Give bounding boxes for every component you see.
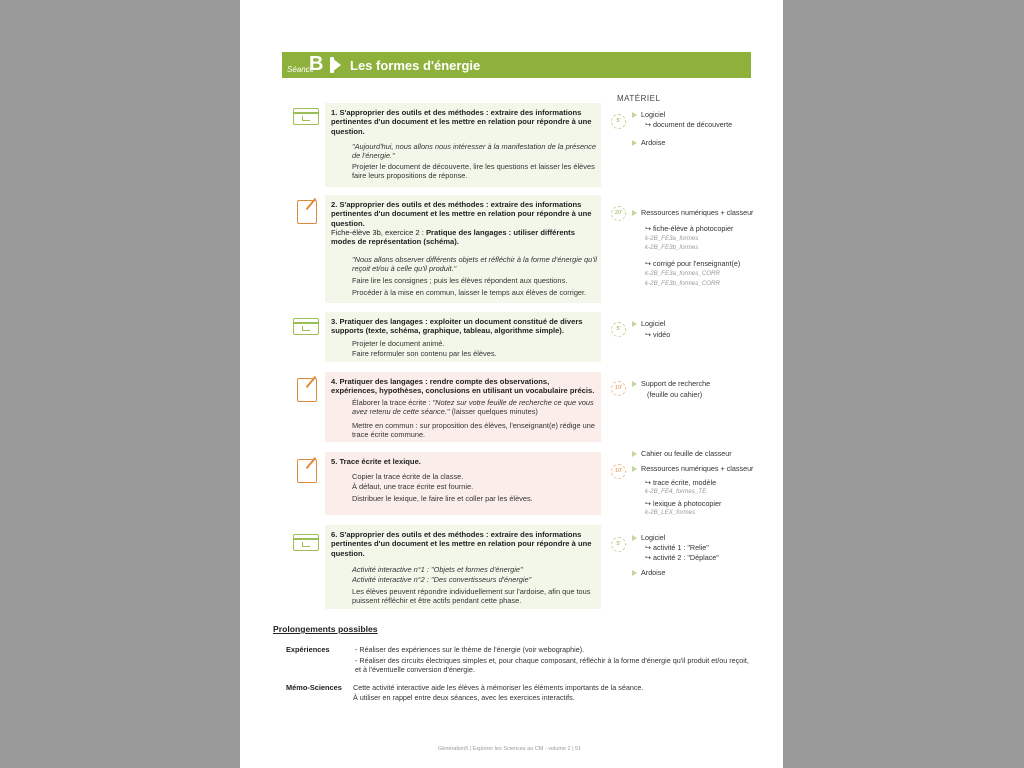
materiel-subitem: ↪ fiche-élève à photocopier	[645, 224, 734, 233]
bullet-arrow-icon	[632, 321, 637, 327]
step-text: À défaut, une trace écrite est fournie.	[352, 482, 474, 491]
timer-badge: 10'	[611, 381, 626, 396]
memo-sciences-label: Mémo-Sciences	[286, 683, 342, 692]
step-5	[325, 452, 601, 515]
file-name: k-2B_FE4_formes_TE	[645, 488, 707, 495]
notepad-pencil-icon	[297, 378, 317, 402]
step-quote: "Nous allons observer différents objets et réfléchir à la forme d'énergie qu'il reçoit et/ou à celle qu'il produit."	[352, 255, 597, 274]
timer-badge: 20'	[611, 206, 626, 221]
interactive-activity: Activité interactive n°1 : "Objets et formes d'énergie"	[352, 565, 523, 574]
step-text: Faire lire les consignes ; puis les élèves répondent aux questions.	[352, 276, 568, 285]
step-3	[325, 312, 601, 362]
experiences-text: - Réaliser des expériences sur le thème de l'énergie (voir webographie).	[355, 645, 585, 654]
step-text: Les élèves peuvent répondre individuellement sur l'ardoise, afin que tous puissent réfléchir et être actifs pendant cette phase.	[352, 587, 591, 606]
step-text: Copier la trace écrite de la classe.	[352, 472, 464, 481]
page-title: Les formes d'énergie	[350, 58, 481, 73]
bullet-arrow-icon	[632, 381, 637, 387]
materiel-subitem: ↪ trace écrite, modèle	[645, 478, 717, 487]
seance-header	[282, 52, 751, 78]
step-title: 5. Trace écrite et lexique.	[331, 457, 421, 466]
bullet-arrow-icon	[632, 210, 637, 216]
step-title: 4. Pratiquer des langages : rendre compte des observations, expériences, hypothèses, conclusions en utilisant un vocabulaire précis.	[331, 377, 595, 396]
screen-icon	[293, 108, 319, 125]
screen-icon	[293, 534, 319, 551]
interactive-activity: Activité interactive n°2 : "Des convertisseurs d'énergie"	[352, 575, 532, 584]
document-page	[240, 0, 783, 768]
materiel-item: Logiciel	[641, 110, 666, 119]
page-footer: Génération5 | Explorer les Sciences au CM - volume 2 | 51	[438, 746, 582, 752]
materiel-item: Ardoise	[641, 568, 666, 577]
step-text: Projeter le document de découverte, lire les questions et laisser les élèves faire leurs propositions de réponse.	[352, 162, 595, 181]
step-text: Procéder à la mise en commun, laisser le temps aux élèves de corriger.	[352, 288, 587, 297]
step-4	[325, 372, 601, 442]
memo-sciences-text: À utiliser en rappel entre deux séances, avec les exercices interactifs.	[353, 693, 575, 702]
step-2	[325, 195, 601, 303]
materiel-subitem: ↪ activité 1 : "Relie"	[645, 543, 709, 552]
play-arrow-icon	[332, 58, 341, 72]
seance-letter: B	[309, 53, 324, 75]
materiel-subitem: ↪ activité 2 : "Déplace"	[645, 553, 719, 562]
materiel-item: Ressources numériques + classeur	[641, 208, 754, 217]
materiel-item: Logiciel	[641, 319, 666, 328]
step-text-part: Élaborer la trace écrite :	[352, 398, 433, 407]
bullet-arrow-icon	[632, 140, 637, 146]
step-6	[325, 525, 601, 609]
step-title: 3. Pratiquer des langages : exploiter un document constitué de divers supports (texte, schéma, graphique, tableau, algorithme simple).	[331, 317, 583, 336]
step-text-part: (laisser quelques minutes)	[449, 407, 538, 417]
materiel-item: Support de recherche	[641, 379, 711, 388]
step-quote: "Notez sur votre feuille de recherche ce que vous avez retenu de cette séance."	[352, 398, 594, 417]
bullet-arrow-icon	[632, 535, 637, 541]
step-subtitle-bold: Pratique des langages : utiliser différents modes de représentation (schéma).	[331, 228, 575, 247]
materiel-item: Ardoise	[641, 138, 666, 147]
notepad-pencil-icon	[297, 200, 317, 224]
experiences-text: - Réaliser des circuits électriques simples et, pour chaque composant, réfléchir à la forme d'énergie qu'il produit et/ou reçoit, et à l'éventuelle conversion d'énergie.	[355, 656, 749, 675]
bullet-arrow-icon	[632, 466, 637, 472]
step-1	[325, 103, 601, 187]
step-text	[352, 398, 600, 416]
materiel-heading: MATÉRIEL	[617, 94, 661, 103]
step-text: Faire reformuler son contenu par les élèves.	[352, 349, 497, 358]
notepad-pencil-icon	[297, 459, 317, 483]
materiel-item: Ressources numériques + classeur	[641, 464, 754, 473]
file-name: k-2B_FE3b_formes_CORR	[645, 280, 720, 287]
screen-icon	[293, 318, 319, 335]
materiel-item: Cahier ou feuille de classeur	[641, 449, 732, 458]
step-title: 6. S'approprier des outils et des méthodes : extraire des informations pertinentes d'un document et les mettre en relation pour répondre à une question.	[331, 530, 592, 558]
file-name: k-2B_FE3a_formes	[645, 235, 699, 242]
timer-badge: 10'	[611, 464, 626, 479]
materiel-subitem: ↪ document de découverte	[645, 120, 733, 129]
file-name: k-2B_LEX_formes	[645, 509, 696, 516]
bullet-arrow-icon	[632, 112, 637, 118]
materiel-subitem: ↪ vidéo	[645, 330, 671, 339]
prolongements-heading: Prolongements possibles	[273, 624, 378, 634]
step-title: 2. S'approprier des outils et des méthodes : extraire des informations pertinentes d'un document et les mettre en relation pour répondre à une question.	[331, 200, 592, 228]
materiel-subitem: ↪ lexique à photocopier	[645, 499, 722, 508]
seance-label: Séance	[287, 65, 315, 74]
timer-badge: 5'	[611, 322, 626, 337]
step-title: 1. S'approprier des outils et des méthodes : extraire des informations pertinentes d'un document et les mettre en relation pour répondre à une question.	[331, 108, 592, 136]
experiences-label: Expériences	[286, 645, 330, 654]
bullet-arrow-icon	[632, 451, 637, 457]
timer-badge: 5'	[611, 114, 626, 129]
bullet-arrow-icon	[632, 570, 637, 576]
step-subtitle	[331, 228, 596, 247]
step-text: Projeter le document animé.	[352, 339, 445, 348]
timer-badge: 5'	[611, 537, 626, 552]
file-name: k-2B_FE3b_formes	[645, 244, 699, 251]
materiel-subitem: ↪ corrigé pour l'enseignant(e)	[645, 259, 741, 268]
step-quote: "Aujourd'hui, nous allons nous intéresser à la manifestation de la présence de l'énergie."	[352, 142, 596, 161]
step-text: Mettre en commun : sur proposition des élèves, l'enseignant(e) rédige une trace écrite commune.	[352, 421, 595, 440]
memo-sciences-text: Cette activité interactive aide les élèves à mémoriser les éléments importants de la séance.	[353, 683, 644, 692]
materiel-item: Logiciel	[641, 533, 666, 542]
step-subtitle-normal: Fiche-élève 3b, exercice 2 :	[331, 228, 426, 237]
step-text: Distribuer le lexique, le faire lire et coller par les élèves.	[352, 494, 533, 503]
materiel-subitem: (feuille ou cahier)	[647, 390, 703, 399]
file-name: k-2B_FE3a_formes_CORR	[645, 270, 720, 277]
